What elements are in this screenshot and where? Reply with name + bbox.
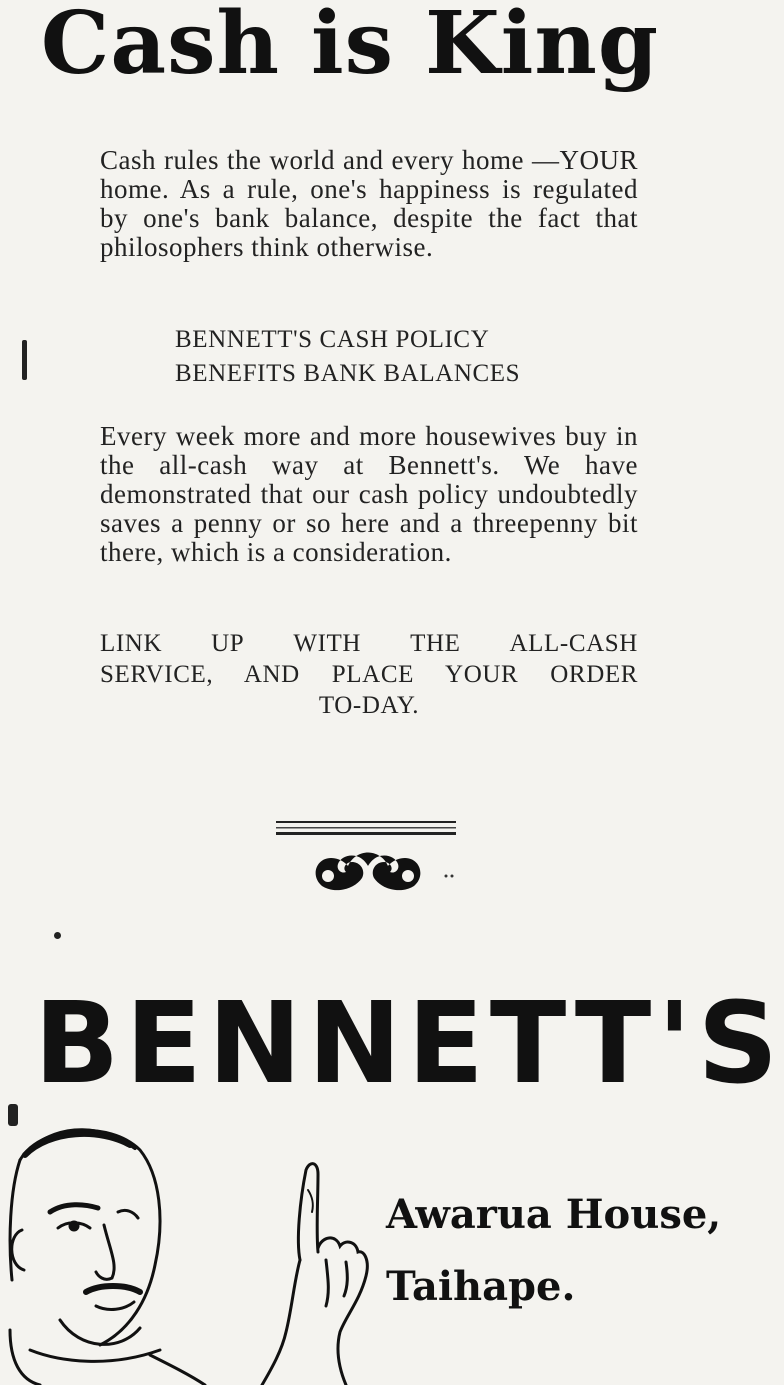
brand-name: BENNETT'S <box>34 979 784 1109</box>
policy-line-1: BENNETT'S CASH POLICY <box>175 326 490 353</box>
cta-line-1 <box>100 628 638 659</box>
address-line-2: Taihape. <box>386 1263 576 1310</box>
intro-paragraph: Cash rules the world and every home —YOUR home. As a rule, one's happiness is regulated by one's bank balance, despite the fact that philosophers think otherwise. <box>100 145 638 262</box>
cta-line-3: TO-DAY. <box>318 692 420 719</box>
cta-word: UP <box>211 630 245 657</box>
headline: Cash is King <box>40 0 660 94</box>
second-paragraph: Every week more and more housewives buy in the all-cash way at Bennett's. We have demonstrated that our cash policy undoubtedly saves a penny or so here and a threepenny bit there, which is a consideration. <box>100 421 638 567</box>
policy-line-2: BENEFITS BANK BALANCES <box>175 360 521 387</box>
pointing-man-icon <box>0 1100 380 1385</box>
cta-word: LINK <box>100 630 163 657</box>
cta-line-2: SERVICE, AND PLACE YOUR ORDER <box>100 661 638 688</box>
scroll-flourish-icon <box>276 818 460 902</box>
print-speck <box>22 340 27 380</box>
cta-word: THE <box>410 630 461 657</box>
print-speck <box>8 1104 18 1126</box>
print-speck <box>54 932 61 939</box>
cta-word: WITH <box>293 630 362 657</box>
call-to-action <box>100 628 638 721</box>
cta-word: ALL-CASH <box>509 630 638 657</box>
address-line-1: Awarua House, <box>386 1191 722 1238</box>
policy-slogan <box>175 323 635 391</box>
